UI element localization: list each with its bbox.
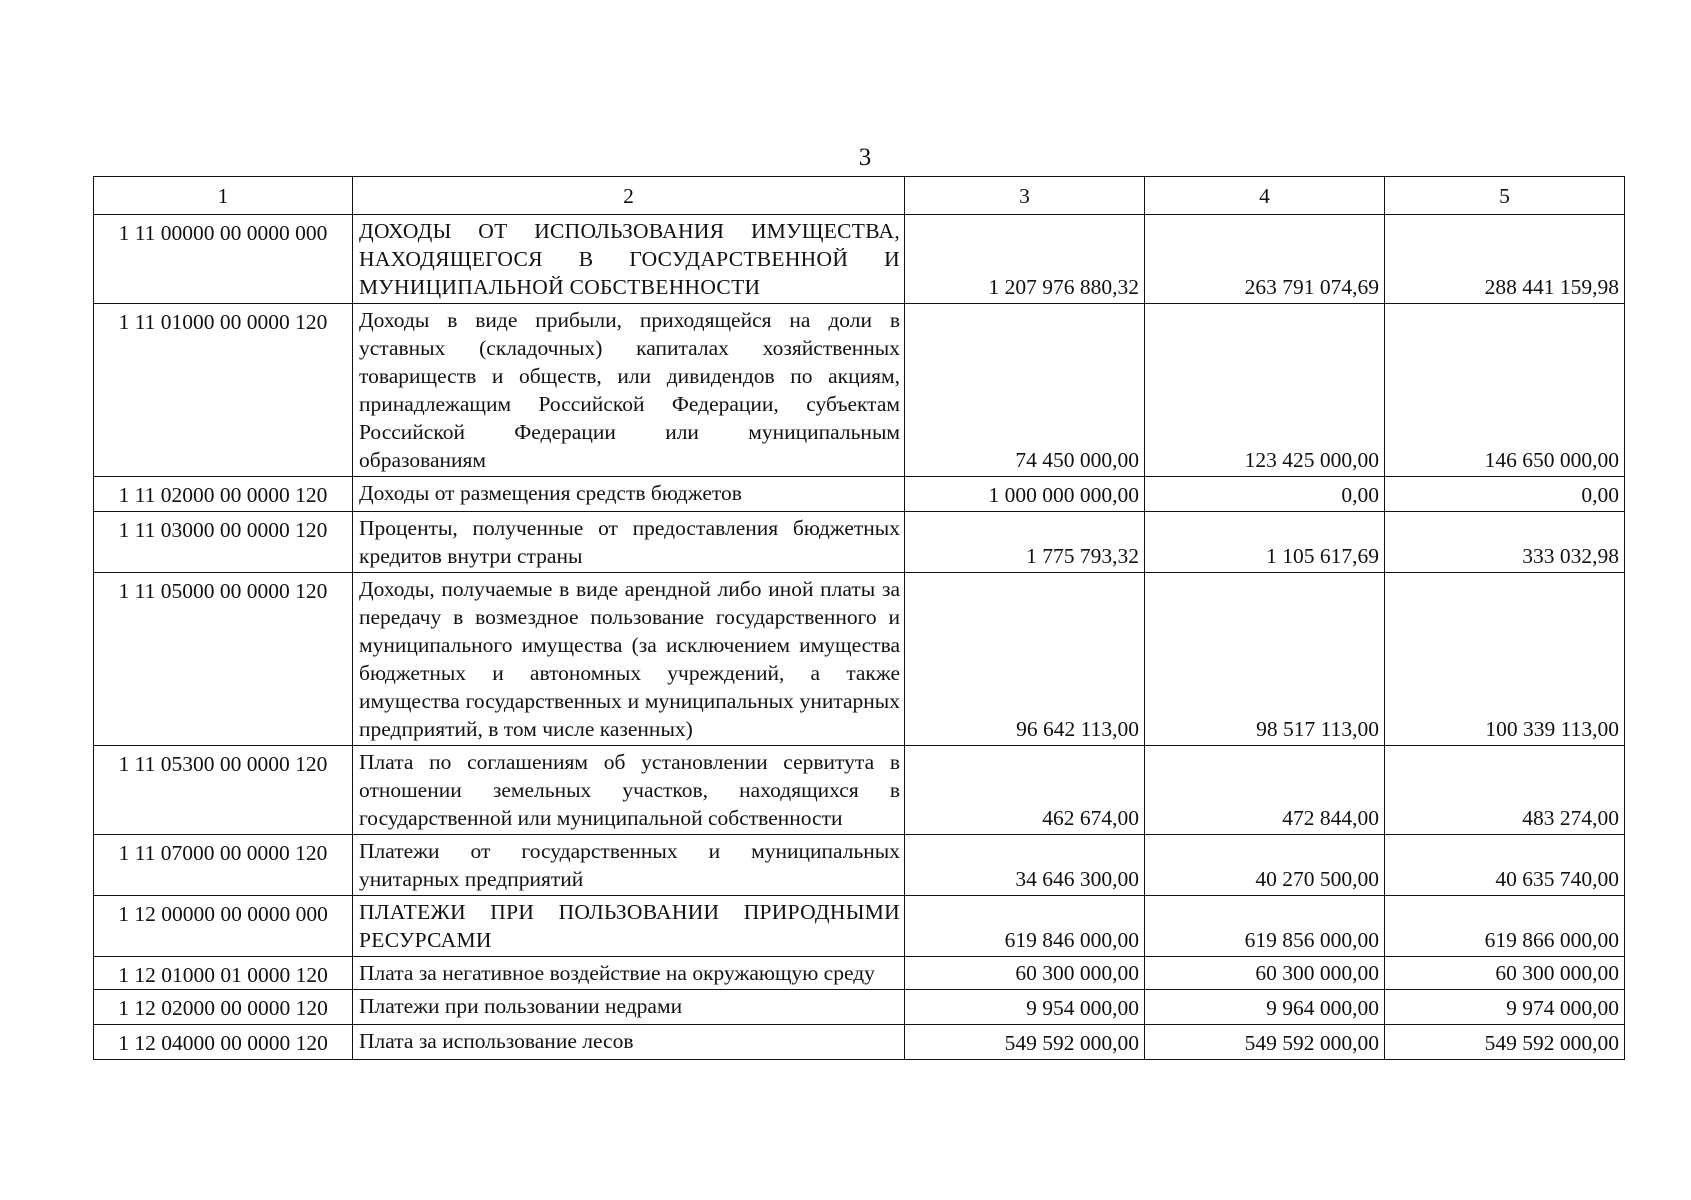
amount-col4: 9 964 000,00 [1145,990,1385,1025]
table-row [94,1025,1625,1060]
revenue-name: ДОХОДЫ ОТ ИСПОЛЬЗОВАНИЯ ИМУЩЕСТВА, НАХОДЯЩЕГОСЯ В ГОСУДАРСТВЕННОЙ И МУНИЦИПАЛЬНОЙ СОБСТВЕННОСТИ [353,215,905,304]
amount-col5: 100 339 113,00 [1385,573,1625,746]
amount-col5: 0,00 [1385,477,1625,512]
amount-col5: 288 441 159,98 [1385,215,1625,304]
table-row [94,573,1625,746]
table-row [94,477,1625,512]
table-row [94,957,1625,990]
amount-col5: 549 592 000,00 [1385,1025,1625,1060]
amount-col4: 123 425 000,00 [1145,304,1385,477]
amount-col3: 619 846 000,00 [905,896,1145,957]
amount-col5: 146 650 000,00 [1385,304,1625,477]
budget-code: 1 12 04000 00 0000 120 [94,1025,353,1060]
column-header: 1 [94,177,353,215]
budget-revenue-table [93,176,1625,1060]
budget-code: 1 11 00000 00 0000 000 [94,215,353,304]
revenue-name: ПЛАТЕЖИ ПРИ ПОЛЬЗОВАНИИ ПРИРОДНЫМИ РЕСУРСАМИ [353,896,905,957]
budget-code: 1 11 01000 00 0000 120 [94,304,353,477]
amount-col5: 333 032,98 [1385,512,1625,573]
amount-col4: 472 844,00 [1145,746,1385,835]
amount-col4: 0,00 [1145,477,1385,512]
revenue-name: Платежи от государственных и муниципальных унитарных предприятий [353,835,905,896]
budget-code: 1 12 02000 00 0000 120 [94,990,353,1025]
budget-code: 1 12 01000 01 0000 120 [94,957,353,990]
amount-col5: 40 635 740,00 [1385,835,1625,896]
amount-col3: 9 954 000,00 [905,990,1145,1025]
amount-col3: 74 450 000,00 [905,304,1145,477]
column-header: 4 [1145,177,1385,215]
table-row [94,215,1625,304]
amount-col3: 549 592 000,00 [905,1025,1145,1060]
revenue-name: Платежи при пользовании недрами [353,990,905,1025]
budget-code: 1 11 05000 00 0000 120 [94,573,353,746]
amount-col3: 1 775 793,32 [905,512,1145,573]
amount-col3: 1 000 000 000,00 [905,477,1145,512]
revenue-name: Плата за использование лесов [353,1025,905,1060]
budget-code: 1 11 05300 00 0000 120 [94,746,353,835]
amount-col4: 263 791 074,69 [1145,215,1385,304]
amount-col4: 549 592 000,00 [1145,1025,1385,1060]
column-header: 2 [353,177,905,215]
table-row [94,746,1625,835]
revenue-name: Проценты, полученные от предоставления бюджетных кредитов внутри страны [353,512,905,573]
amount-col5: 60 300 000,00 [1385,957,1625,990]
amount-col4: 60 300 000,00 [1145,957,1385,990]
budget-code: 1 11 07000 00 0000 120 [94,835,353,896]
amount-col3: 1 207 976 880,32 [905,215,1145,304]
revenue-name: Плата по соглашениям об установлении сервитута в отношении земельных участков, находящихся в государственной или муниципальной собственности [353,746,905,835]
revenue-name: Доходы от размещения средств бюджетов [353,477,905,512]
amount-col3: 462 674,00 [905,746,1145,835]
amount-col4: 619 856 000,00 [1145,896,1385,957]
budget-code: 1 11 02000 00 0000 120 [94,477,353,512]
column-header: 3 [905,177,1145,215]
table-row [94,512,1625,573]
amount-col5: 9 974 000,00 [1385,990,1625,1025]
revenue-name: Доходы в виде прибыли, приходящейся на доли в уставных (складочных) капиталах хозяйственных товариществ и обществ, или дивидендов по акциям, принадлежащим Российской Федерации, субъектам Российской Федерации или муниципальным образованиям [353,304,905,477]
revenue-name: Плата за негативное воздействие на окружающую среду [353,957,905,990]
table-row [94,304,1625,477]
amount-col5: 483 274,00 [1385,746,1625,835]
table-header-row [94,177,1625,215]
amount-col4: 40 270 500,00 [1145,835,1385,896]
amount-col3: 34 646 300,00 [905,835,1145,896]
budget-code: 1 12 00000 00 0000 000 [94,896,353,957]
amount-col3: 60 300 000,00 [905,957,1145,990]
amount-col5: 619 866 000,00 [1385,896,1625,957]
budget-code: 1 11 03000 00 0000 120 [94,512,353,573]
page-number: 3 [858,144,872,171]
amount-col4: 98 517 113,00 [1145,573,1385,746]
table-row [94,896,1625,957]
table-row [94,990,1625,1025]
column-header: 5 [1385,177,1625,215]
revenue-name: Доходы, получаемые в виде арендной либо иной платы за передачу в возмездное пользование государственного и муниципального имущества (за исключением имущества бюджетных и автономных учреждений, а также имущества государственных и муниципальных унитарных предприятий, в том числе казенных) [353,573,905,746]
amount-col3: 96 642 113,00 [905,573,1145,746]
amount-col4: 1 105 617,69 [1145,512,1385,573]
table-row [94,835,1625,896]
